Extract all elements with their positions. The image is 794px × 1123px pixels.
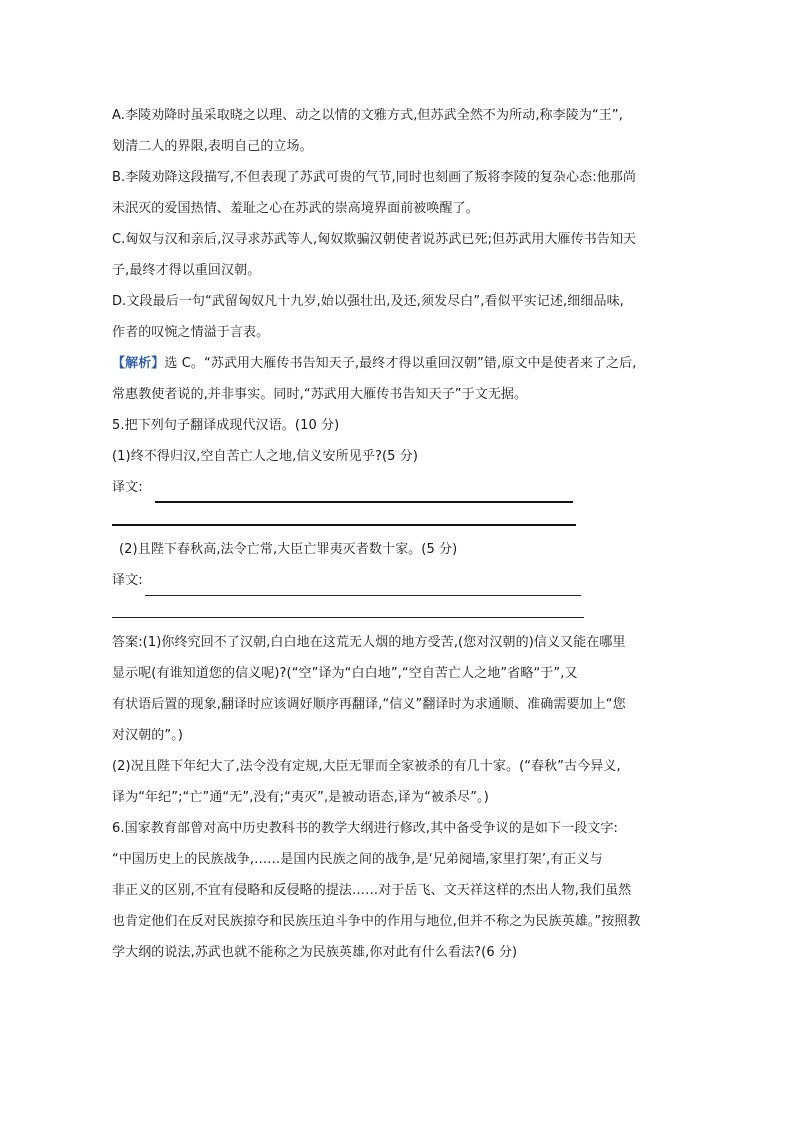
option-b-line-1: B.李陵劝降这段描写,不但表现了苏武可贵的气节,同时也刻画了叛将李陵的复杂心态:他那尚 bbox=[112, 170, 636, 185]
option-c-line-2: 子,最终才得以重回汉朝。 bbox=[112, 263, 261, 278]
analysis-text-1: 选 C。“苏武用大雁传书告知天子,最终才得以重回汉朝”错,原文中是使者来了之后, bbox=[164, 356, 637, 371]
option-a-line-1: A.李陵劝降时虽采取晓之以理、动之以情的文雅方式,但苏武全然不为所动,称李陵为“王”, bbox=[112, 108, 623, 123]
answer-line-6: 译为“年纪”;“亡”通“无”,没有;“夷灭”,是被动语态,译为“被杀尽”。) bbox=[112, 790, 489, 805]
answer-line-2: 显示呢(有谁知道您的信义呢)?(“空”译为“白白地”,“空自苦亡人之地”省略“于”,又 bbox=[112, 666, 578, 681]
option-c-line-1: C.匈奴与汉和亲后,汉寻求苏武等人,匈奴欺骗汉朝使者说苏武已死;但苏武用大雁传书告知天 bbox=[112, 232, 637, 247]
translation-row-2b[interactable] bbox=[112, 596, 692, 627]
translation-row-1b[interactable] bbox=[112, 503, 692, 534]
analysis-line-2: 常惠教使者说的,并非事实。同时,“苏武用大雁传书告知天子”于文无据。 bbox=[112, 387, 528, 402]
answer-line-4: 对汉朝的”。) bbox=[112, 728, 184, 743]
answer-blank-line[interactable] bbox=[112, 524, 576, 526]
question-6-line-3: 非正义的区别,不宜有侵略和反侵略的提法……对于岳飞、文天祥这样的杰出人物,我们虽然 bbox=[112, 883, 632, 898]
option-d-line-1: D.文段最后一句“武留匈奴凡十九岁,始以强壮出,及还,须发尽白”,看似平实记述,细细品味, bbox=[112, 294, 624, 309]
answer-line-1: 答案:(1)你终究回不了汉朝,白白地在这荒无人烟的地方受苦,(您对汉朝的)信义又能在哪里 bbox=[112, 635, 626, 650]
question-6-line-2: “中国历史上的民族战争,……是国内民族之间的战争,是‘兄弟阋墙,家里打架’,有正义与 bbox=[112, 852, 603, 867]
document-page bbox=[112, 100, 692, 968]
question-6-line-4: 也肯定他们在反对民族掠夺和民族压迫斗争中的作用与地位,但并不称之为民族英雄。”按照教 bbox=[112, 914, 641, 929]
answer-blank-line[interactable] bbox=[155, 483, 573, 503]
answer-blank-line[interactable] bbox=[112, 617, 584, 618]
answer-line-3: 有状语后置的现象,翻译时应该调好顺序再翻译,“信义”翻译时为求通顺、准确需要加上“您 bbox=[112, 697, 626, 712]
question-6-line-1: 6.国家教育部曾对高中历史教科书的教学大纲进行修改,其中备受争议的是如下一段文字: bbox=[112, 821, 619, 836]
question-5-title: 5.把下列句子翻译成现代汉语。(10 分) bbox=[112, 418, 340, 433]
translation-label-2: 译文: bbox=[112, 573, 143, 588]
answer-line-5: (2)况且陛下年纪大了,法令没有定规,大臣无罪而全家被杀的有几十家。(“春秋”古今异义, bbox=[112, 759, 621, 774]
translation-row-1[interactable] bbox=[112, 472, 692, 503]
option-b-line-2: 未泯灭的爱国热情、羞耻之心在苏武的崇高境界面前被唤醒了。 bbox=[112, 201, 479, 216]
translation-row-2[interactable] bbox=[112, 565, 692, 596]
option-a-line-2: 划清二人的界限,表明自己的立场。 bbox=[112, 139, 313, 154]
analysis-tag: 【解析】 bbox=[112, 356, 165, 371]
translation-label-1: 译文: bbox=[112, 480, 143, 495]
analysis-line-1 bbox=[112, 348, 692, 379]
answer-blank-line[interactable] bbox=[145, 577, 581, 596]
option-d-line-2: 作者的叹惋之情溢于言表。 bbox=[112, 325, 270, 340]
question-5-sentence-2: (2)且陛下春秋高,法令亡常,大臣亡罪夷灭者数十家。(5 分) bbox=[119, 542, 458, 557]
question-5-sentence-1: (1)终不得归汉,空自苦亡人之地,信义安所见乎?(5 分) bbox=[112, 449, 419, 464]
question-6-line-5: 学大纲的说法,苏武也就不能称之为民族英雄,你对此有什么看法?(6 分) bbox=[112, 945, 518, 960]
